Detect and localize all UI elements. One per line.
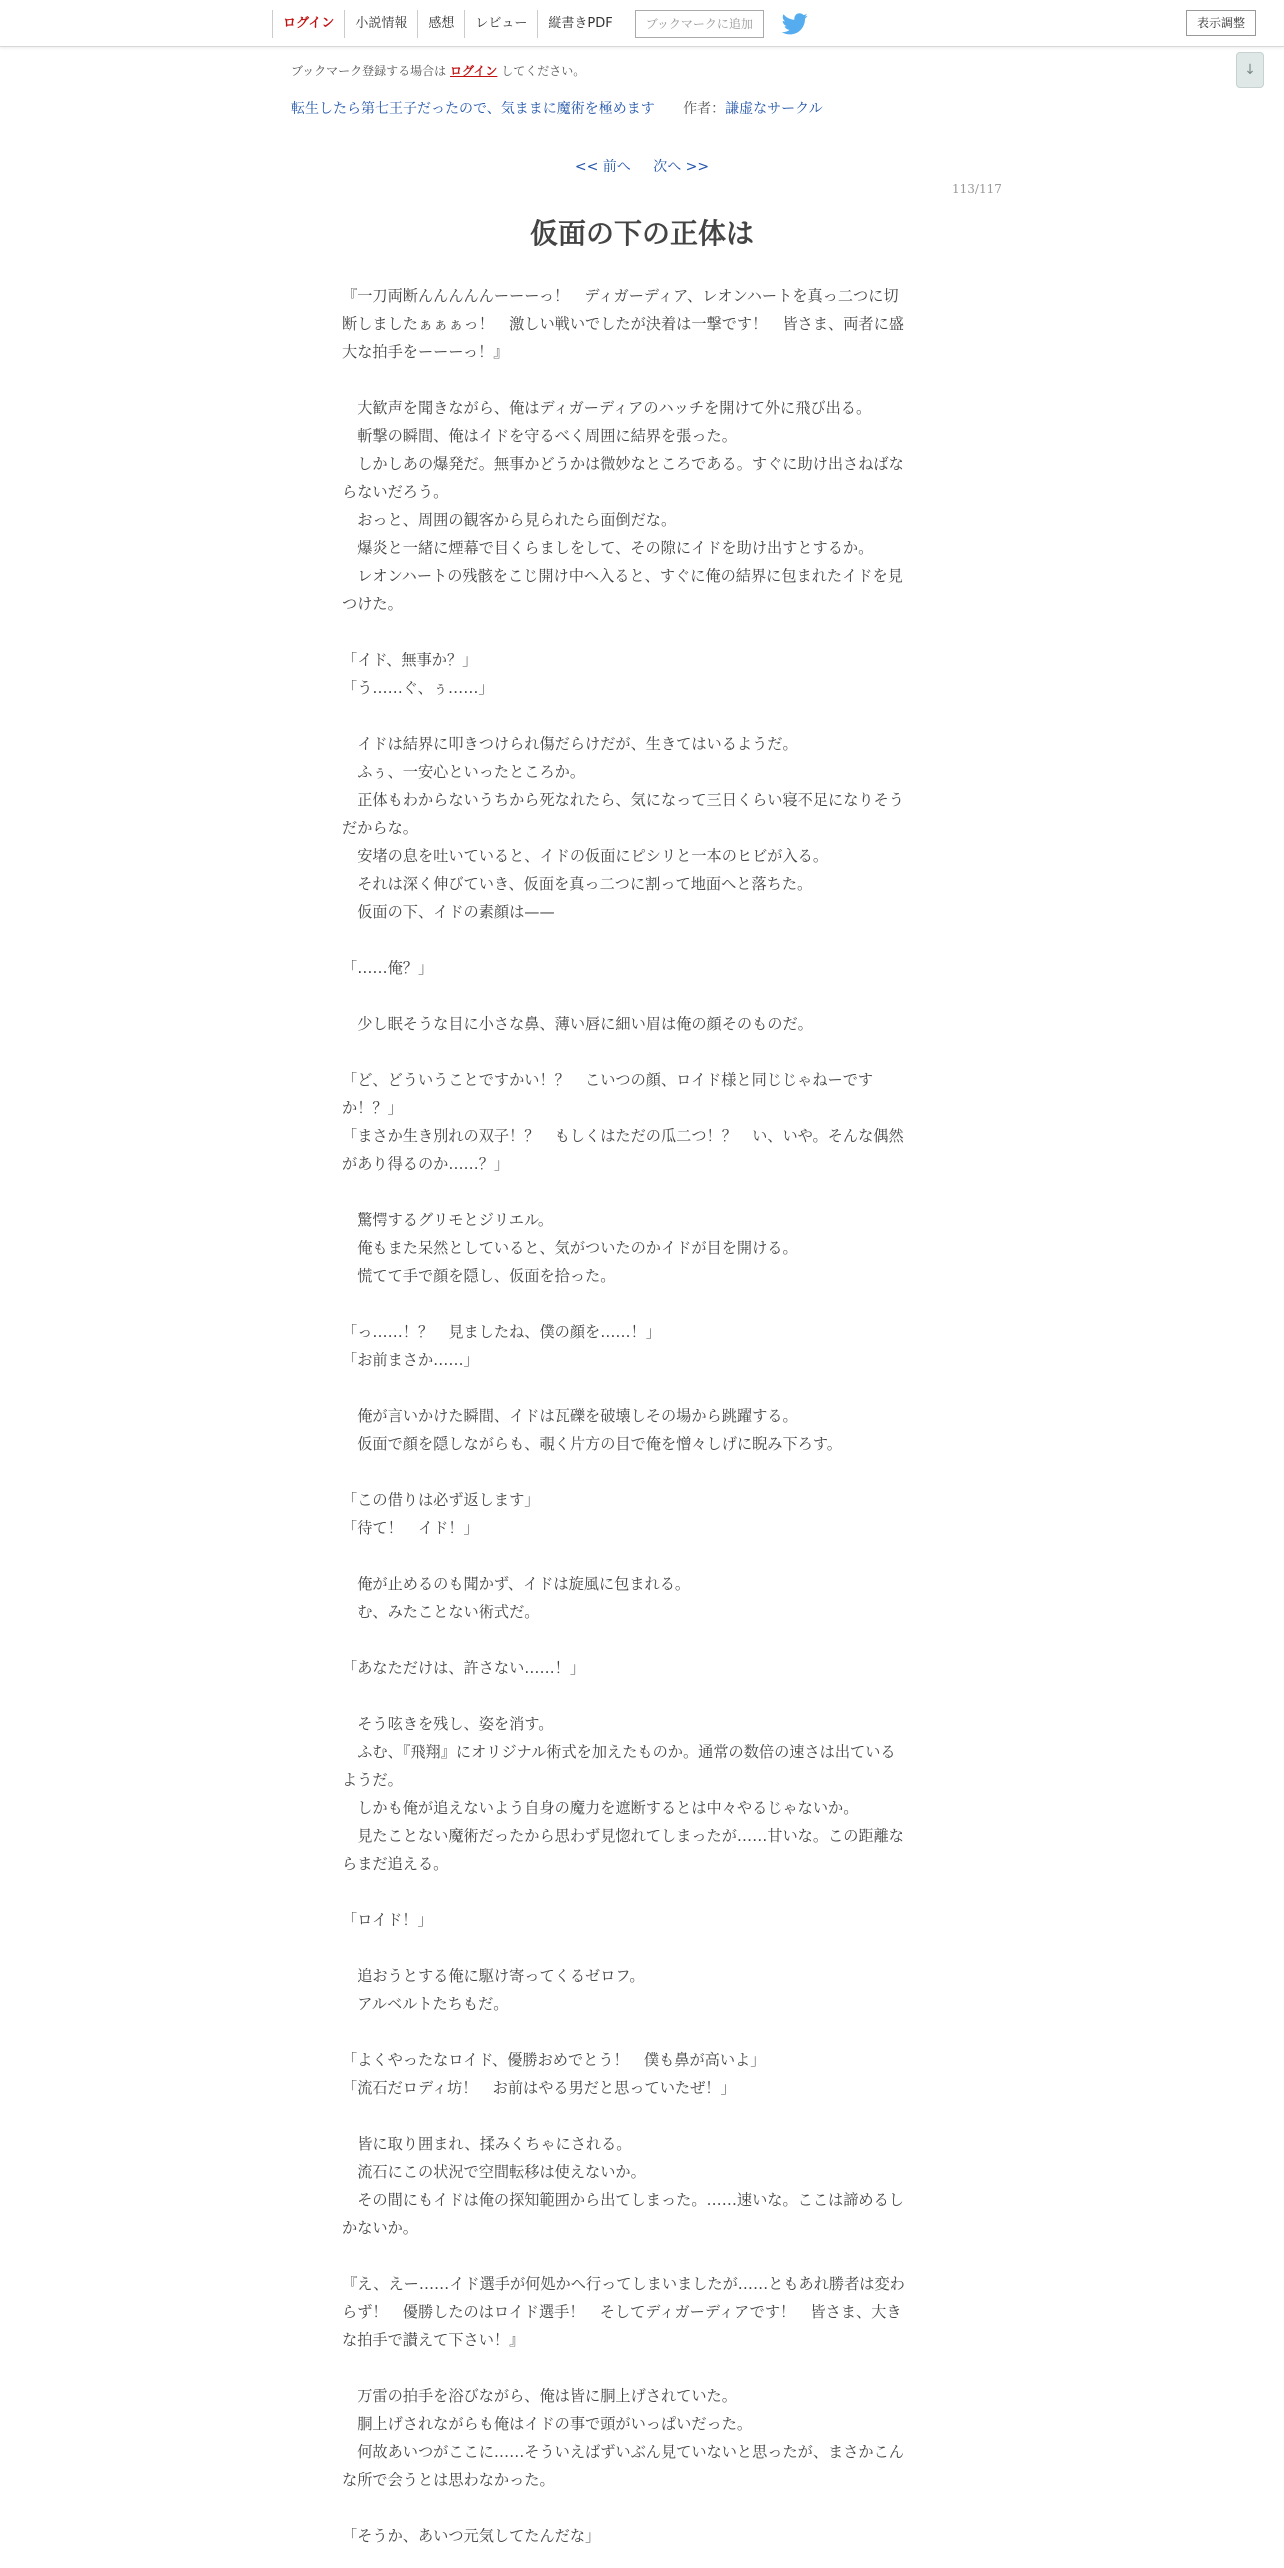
scroll-down-button[interactable]: ↓ [1236, 52, 1264, 88]
bookmark-login-notice [291, 62, 585, 79]
body-line: 仮面で顔を隠しながらも、覗く片方の目で俺を憎々しげに睨み下ろす。 [342, 1435, 842, 1453]
body-line: 「流石だロディ坊！ お前はやる男だと思っていたぜ！」 [342, 2079, 736, 2097]
main-nav [272, 10, 808, 38]
body-line: ふぅ、一安心といったところか。 [342, 763, 585, 781]
body-line: その間にもイドは俺の探知範囲から出てしまった。……速いな。ここは諦めるし [342, 2191, 904, 2209]
chapter-title: 仮面の下の正体は [529, 217, 754, 250]
body-line: な所で会うとは思わなかった。 [342, 2471, 555, 2489]
blank-line [342, 1934, 942, 1962]
body-line: 見たことない魔術だったから思わず見惚れてしまったが……甘いな。この距離な [342, 1827, 904, 1845]
bookmark-note-login-link[interactable]: ログイン [450, 64, 498, 78]
body-line: か！？」 [342, 1099, 403, 1117]
bookmark-note-after: してください。 [501, 64, 586, 78]
body-line: 『え、えー……イド選手が何処かへ行ってしまいましたが……ともあれ勝者は変わ [342, 2275, 905, 2293]
author-link[interactable]: 謙虚なサークル [725, 101, 823, 117]
nav-review[interactable]: レビュー [464, 10, 537, 38]
blank-line [342, 1878, 942, 1906]
body-line: ふむ、『飛翔』にオリジナル術式を加えたものか。通常の数倍の速さは出ている [342, 1743, 896, 1761]
body-line: 少し眠そうな目に小さな鼻、薄い唇に細い眉は俺の顔そのものだ。 [342, 1015, 813, 1033]
blank-line [342, 1542, 942, 1570]
chapter-pager [0, 156, 1284, 176]
body-line: 「よくやったなロイド、優勝おめでとう！ 僕も鼻が高いよ」 [342, 2051, 766, 2069]
body-line: 正体もわからないうちから死なれたら、気になって三日くらい寝不足になりそう [342, 791, 904, 809]
body-line: らず！ 優勝したのはロイド選手！ そしてディガーディアです！ 皆さま、大き [342, 2303, 902, 2321]
blank-line [342, 982, 942, 1010]
blank-line [342, 1458, 942, 1486]
display-settings-button[interactable]: 表示調整 [1186, 10, 1256, 36]
twitter-icon[interactable] [782, 13, 808, 35]
body-line: があり得るのか……？」 [342, 1155, 510, 1173]
body-line: 皆に取り囲まれ、揉みくちゃにされる。 [342, 2135, 632, 2153]
body-line: 流石にこの状況で空間転移は使えないか。 [342, 2163, 646, 2181]
blank-line [342, 1178, 942, 1206]
body-line: 大な拍手をーーーっ！』 [342, 343, 509, 361]
body-line: 「イド、無事か？」 [342, 651, 478, 669]
bookmark-note-before: ブックマーク登録する場合は [291, 64, 447, 78]
body-line: ようだ。 [342, 1771, 403, 1789]
body-line: 斬撃の瞬間、俺はイドを守るべく周囲に結界を張った。 [342, 427, 737, 445]
blank-line [342, 1038, 942, 1066]
body-line: 何故あいつがここに……そういえばずいぶん見ていないと思ったが、まさかこん [342, 2443, 904, 2461]
body-line: 「ど、どういうことですかい！？ こいつの顔、ロイド様と同じじゃねーです [342, 1071, 874, 1089]
body-line: 俺もまた呆然としていると、気がついたのかイドが目を開ける。 [342, 1239, 798, 1257]
body-line: 「まさか生き別れの双子！？ もしくはただの瓜二つ！？ い、いや。そんな偶然 [342, 1127, 904, 1145]
body-line: 「っ……！？ 見ましたね、僕の顔を……！」 [342, 1323, 661, 1341]
series-header [291, 98, 823, 118]
body-line: つけた。 [342, 595, 403, 613]
top-toolbar [0, 0, 1284, 47]
blank-line [342, 1374, 942, 1402]
blank-line [342, 1290, 942, 1318]
author-label: 作者： [683, 101, 726, 117]
chapter-body [342, 282, 942, 2550]
blank-line [342, 1626, 942, 1654]
nav-novel-info[interactable]: 小説情報 [344, 10, 417, 38]
prev-chapter-link[interactable]: << 前へ [574, 159, 631, 175]
body-line: 「ロイド！」 [342, 1911, 433, 1929]
body-line: 俺が言いかけた瞬間、イドは瓦礫を破壊しその場から跳躍する。 [342, 1407, 798, 1425]
blank-line [342, 702, 942, 730]
body-line: おっと、周囲の観客から見られたら面倒だな。 [342, 511, 677, 529]
blank-line [342, 2242, 942, 2270]
nav-vertical-pdf[interactable]: 縦書きPDF [537, 10, 622, 38]
body-line: 大歓声を聞きながら、俺はディガーディアのハッチを開けて外に飛び出る。 [342, 399, 872, 417]
body-line: 爆炎と一緒に煙幕で目くらましをして、その隙にイドを助け出すとするか。 [342, 539, 874, 557]
add-bookmark-button[interactable]: ブックマークに追加 [635, 10, 764, 38]
body-line: 俺が止めるのも聞かず、イドは旋風に包まれる。 [342, 1575, 691, 1593]
body-line: らないだろう。 [342, 483, 449, 501]
blank-line [342, 2354, 942, 2382]
body-line: 「そうか、あいつ元気してたんだな」 [342, 2527, 601, 2545]
body-line: 安堵の息を吐いていると、イドの仮面にピシリと一本のヒビが入る。 [342, 847, 828, 865]
blank-line [342, 366, 942, 394]
blank-line [342, 2102, 942, 2130]
blank-line [342, 1682, 942, 1710]
body-line: アルベルトたちもだ。 [342, 1995, 509, 2013]
body-line: 追おうとする俺に駆け寄ってくるゼロフ。 [342, 1967, 645, 1985]
body-line: 「……俺？」 [342, 959, 434, 977]
blank-line [342, 618, 942, 646]
body-line: 驚愕するグリモとジリエル。 [342, 1211, 554, 1229]
body-line: 「お前まさか……」 [342, 1351, 479, 1369]
nav-login[interactable]: ログイン [272, 10, 344, 38]
chapter-count: 113/117 [952, 182, 1002, 196]
next-chapter-link[interactable]: 次へ >> [653, 159, 710, 175]
body-line: 断しましたぁぁぁっ！ 激しい戦いでしたが決着は一撃です！ 皆さま、両者に盛 [342, 315, 904, 333]
body-line: それは深く伸びていき、仮面を真っ二つに割って地面へと落ちた。 [342, 875, 813, 893]
series-title-link[interactable]: 転生したら第七王子だったので、気ままに魔術を極めます [291, 101, 655, 117]
body-line: かないか。 [342, 2219, 418, 2237]
body-line: 「待て！ イド！」 [342, 1519, 479, 1537]
body-line: 『一刀両断んんんんんーーーっ！ ディガーディア、レオンハートを真っ二つに切 [342, 287, 899, 305]
body-line: らまだ追える。 [342, 1855, 449, 1873]
body-line: レオンハートの残骸をこじ開け中へ入ると、すぐに俺の結界に包まれたイドを見 [342, 567, 903, 585]
body-line: そう呟きを残し、姿を消す。 [342, 1715, 554, 1733]
blank-line [342, 2494, 942, 2522]
blank-line [342, 2018, 942, 2046]
nav-impressions[interactable]: 感想 [417, 10, 464, 38]
body-line: 仮面の下、イドの素顔は—— [342, 903, 555, 921]
blank-line [342, 926, 942, 954]
body-line: 「う……ぐ、ぅ……」 [342, 679, 494, 697]
body-line: な拍手で讃えて下さい！』 [342, 2331, 525, 2349]
body-line: 「あなただけは、許さない……！」 [342, 1659, 585, 1677]
body-line: しかも俺が追えないよう自身の魔力を遮断するとは中々やるじゃないか。 [342, 1799, 859, 1817]
body-line: だからな。 [342, 819, 418, 837]
body-line: 万雷の拍手を浴びながら、俺は皆に胴上げされていた。 [342, 2387, 737, 2405]
body-line: 慌てて手で顔を隠し、仮面を拾った。 [342, 1267, 616, 1285]
body-line: イドは結界に叩きつけられ傷だらけだが、生きてはいるようだ。 [342, 735, 798, 753]
body-line: む、みたことない術式だ。 [342, 1603, 540, 1621]
body-line: 「この借りは必ず返します」 [342, 1491, 540, 1509]
body-line: 胴上げされながらも俺はイドの事で頭がいっぱいだった。 [342, 2415, 753, 2433]
body-line: しかしあの爆発だ。無事かどうかは微妙なところである。すぐに助け出さねばな [342, 455, 904, 473]
